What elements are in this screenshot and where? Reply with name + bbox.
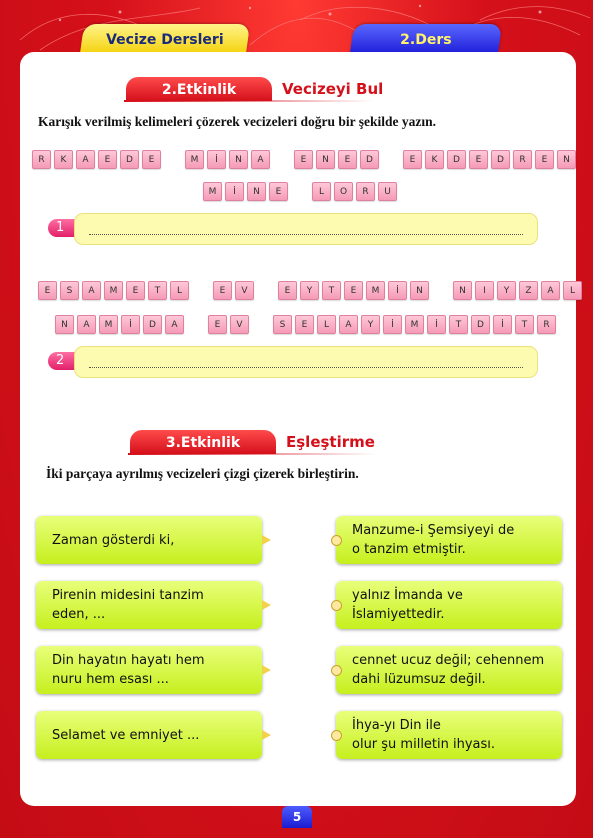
letter-tile: A	[541, 281, 560, 300]
scrambled-word	[453, 281, 582, 300]
letter-tile: N	[55, 315, 74, 334]
letter-tile: I	[475, 281, 494, 300]
letter-tile: E	[294, 150, 313, 169]
activity2-tab: 2.Etkinlik	[126, 77, 272, 101]
letter-tile: E	[469, 150, 488, 169]
letter-tile: E	[535, 150, 554, 169]
activity2-instruction: Karışık verilmiş kelimeleri çözerek vecizeleri doğru bir şekilde yazın.	[38, 114, 437, 129]
puzzle2-row2	[55, 315, 556, 334]
letter-tile: İ	[493, 315, 512, 334]
letter-tile: E	[269, 182, 288, 201]
scrambled-word	[273, 315, 556, 334]
left-phrase-4-line1: Selamet ve emniyet ...	[52, 727, 200, 743]
puzzle1-row1	[32, 150, 576, 169]
connector-dot-icon[interactable]	[331, 730, 342, 741]
letter-tile: R	[32, 150, 51, 169]
left-phrase-4[interactable]	[36, 711, 262, 759]
letter-tile: M	[203, 182, 222, 201]
letter-tile: L	[563, 281, 582, 300]
letter-tile: S	[60, 281, 79, 300]
left-phrase-2[interactable]	[36, 581, 262, 629]
letter-tile: V	[235, 281, 254, 300]
letter-tile: N	[453, 281, 472, 300]
letter-tile: E	[213, 281, 232, 300]
answer1-field[interactable]	[74, 213, 538, 245]
scrambled-word	[213, 281, 254, 300]
letter-tile: T	[322, 281, 341, 300]
letter-tile: T	[515, 315, 534, 334]
letter-tile: İ	[207, 150, 226, 169]
letter-tile: E	[338, 150, 357, 169]
right-phrase-2-line2: İslamiyettedir.	[352, 607, 445, 622]
scrambled-word	[38, 281, 189, 300]
activity3-instruction: İki parçaya ayrılmış vecizeleri çizgi çizerek birleştirin.	[46, 466, 359, 481]
letter-tile: D	[120, 150, 139, 169]
letter-tile: R	[513, 150, 532, 169]
right-phrase-1-line2: o tanzim etmiştir.	[352, 542, 466, 557]
letter-tile: N	[557, 150, 576, 169]
letter-tile: Y	[497, 281, 516, 300]
connector-dot-icon[interactable]	[331, 535, 342, 546]
left-phrase-2-line2: eden, ...	[52, 607, 106, 622]
right-phrase-3[interactable]	[336, 646, 562, 694]
right-phrase-4-line1: İhya-yı Din ile	[352, 718, 441, 733]
right-phrase-2[interactable]	[336, 581, 562, 629]
letter-tile: Y	[300, 281, 319, 300]
connector-arrow-icon[interactable]	[262, 665, 271, 675]
letter-tile: L	[317, 315, 336, 334]
puzzle2-row1	[38, 281, 582, 300]
left-phrase-3-line2: nuru hem esası ...	[52, 672, 169, 687]
letter-tile: N	[247, 182, 266, 201]
answer2-field[interactable]	[74, 346, 538, 378]
left-phrase-1-line1: Zaman gösterdi ki,	[52, 532, 175, 548]
letter-tile: A	[251, 150, 270, 169]
letter-tile: N	[410, 281, 429, 300]
connector-dot-icon[interactable]	[331, 665, 342, 676]
tab-right-label: 2.Ders	[400, 32, 452, 48]
letter-tile: R	[356, 182, 375, 201]
right-phrase-3-line2: dahi lüzumsuz değil.	[352, 672, 486, 687]
letter-tile: İ	[388, 281, 407, 300]
letter-tile: E	[126, 281, 145, 300]
letter-tile: V	[230, 315, 249, 334]
activity3-tab: 3.Etkinlik	[130, 430, 276, 454]
answer2-number: 2	[48, 352, 76, 370]
letter-tile: E	[142, 150, 161, 169]
letter-tile: M	[99, 315, 118, 334]
answer1-number: 1	[48, 219, 76, 237]
scrambled-word	[312, 182, 397, 201]
connector-arrow-icon[interactable]	[262, 730, 271, 740]
letter-tile: L	[312, 182, 331, 201]
letter-tile: A	[82, 281, 101, 300]
tab-lesson	[350, 24, 502, 54]
letter-tile: D	[491, 150, 510, 169]
letter-tile: A	[339, 315, 358, 334]
letter-tile: Z	[519, 281, 538, 300]
letter-tile: İ	[225, 182, 244, 201]
activity2-title: Vecizeyi Bul	[282, 80, 384, 98]
puzzle1-row2	[203, 182, 397, 201]
right-phrase-3-line1: cennet ucuz değil; cehennem	[352, 653, 545, 668]
letter-tile: E	[295, 315, 314, 334]
letter-tile: K	[54, 150, 73, 169]
letter-tile: R	[537, 315, 556, 334]
left-phrase-2-line1: Pirenin midesini tanzim	[52, 588, 204, 603]
letter-tile: D	[447, 150, 466, 169]
letter-tile: A	[77, 315, 96, 334]
letter-tile: M	[405, 315, 424, 334]
letter-tile: D	[143, 315, 162, 334]
letter-tile: M	[185, 150, 204, 169]
letter-tile: M	[104, 281, 123, 300]
letter-tile: A	[76, 150, 95, 169]
left-phrase-3-line1: Din hayatın hayatı hem	[52, 653, 205, 668]
scrambled-word	[55, 315, 184, 334]
scrambled-word	[294, 150, 379, 169]
right-phrase-2-line1: yalnız İmanda ve	[352, 588, 463, 603]
letter-tile: E	[278, 281, 297, 300]
activity3-title: Eşleştirme	[286, 433, 375, 451]
letter-tile: E	[344, 281, 363, 300]
scrambled-word	[278, 281, 429, 300]
scrambled-word	[203, 182, 288, 201]
connector-arrow-icon[interactable]	[262, 600, 271, 610]
scrambled-word	[185, 150, 270, 169]
scrambled-word	[403, 150, 576, 169]
right-phrase-4-line2: olur şu milletin ihyası.	[352, 737, 496, 752]
connector-arrow-icon[interactable]	[262, 535, 271, 545]
page-number: 5	[282, 806, 312, 828]
letter-tile: A	[165, 315, 184, 334]
letter-tile: T	[449, 315, 468, 334]
connector-dot-icon[interactable]	[331, 600, 342, 611]
letter-tile: Y	[361, 315, 380, 334]
letter-tile: U	[378, 182, 397, 201]
letter-tile: E	[38, 281, 57, 300]
letter-tile: K	[425, 150, 444, 169]
letter-tile: D	[360, 150, 379, 169]
letter-tile: İ	[383, 315, 402, 334]
letter-tile: İ	[121, 315, 140, 334]
left-phrase-3[interactable]	[36, 646, 262, 694]
letter-tile: S	[273, 315, 292, 334]
letter-tile: N	[316, 150, 335, 169]
scrambled-word	[32, 150, 161, 169]
letter-tile: E	[98, 150, 117, 169]
tab-left-label: Vecize Dersleri	[106, 32, 224, 48]
letter-tile: E	[403, 150, 422, 169]
right-phrase-1[interactable]	[336, 516, 562, 564]
right-phrase-1-line1: Manzume-i Şemsiyeyi de	[352, 523, 515, 538]
letter-tile: D	[471, 315, 490, 334]
scrambled-word	[208, 315, 249, 334]
letter-tile: M	[366, 281, 385, 300]
right-phrase-4[interactable]	[336, 711, 562, 759]
letter-tile: İ	[427, 315, 446, 334]
letter-tile: E	[208, 315, 227, 334]
letter-tile: T	[148, 281, 167, 300]
tab-vecize-dersleri	[80, 24, 250, 54]
left-phrase-1[interactable]	[36, 516, 262, 564]
letter-tile: O	[334, 182, 353, 201]
letter-tile: L	[170, 281, 189, 300]
letter-tile: N	[229, 150, 248, 169]
